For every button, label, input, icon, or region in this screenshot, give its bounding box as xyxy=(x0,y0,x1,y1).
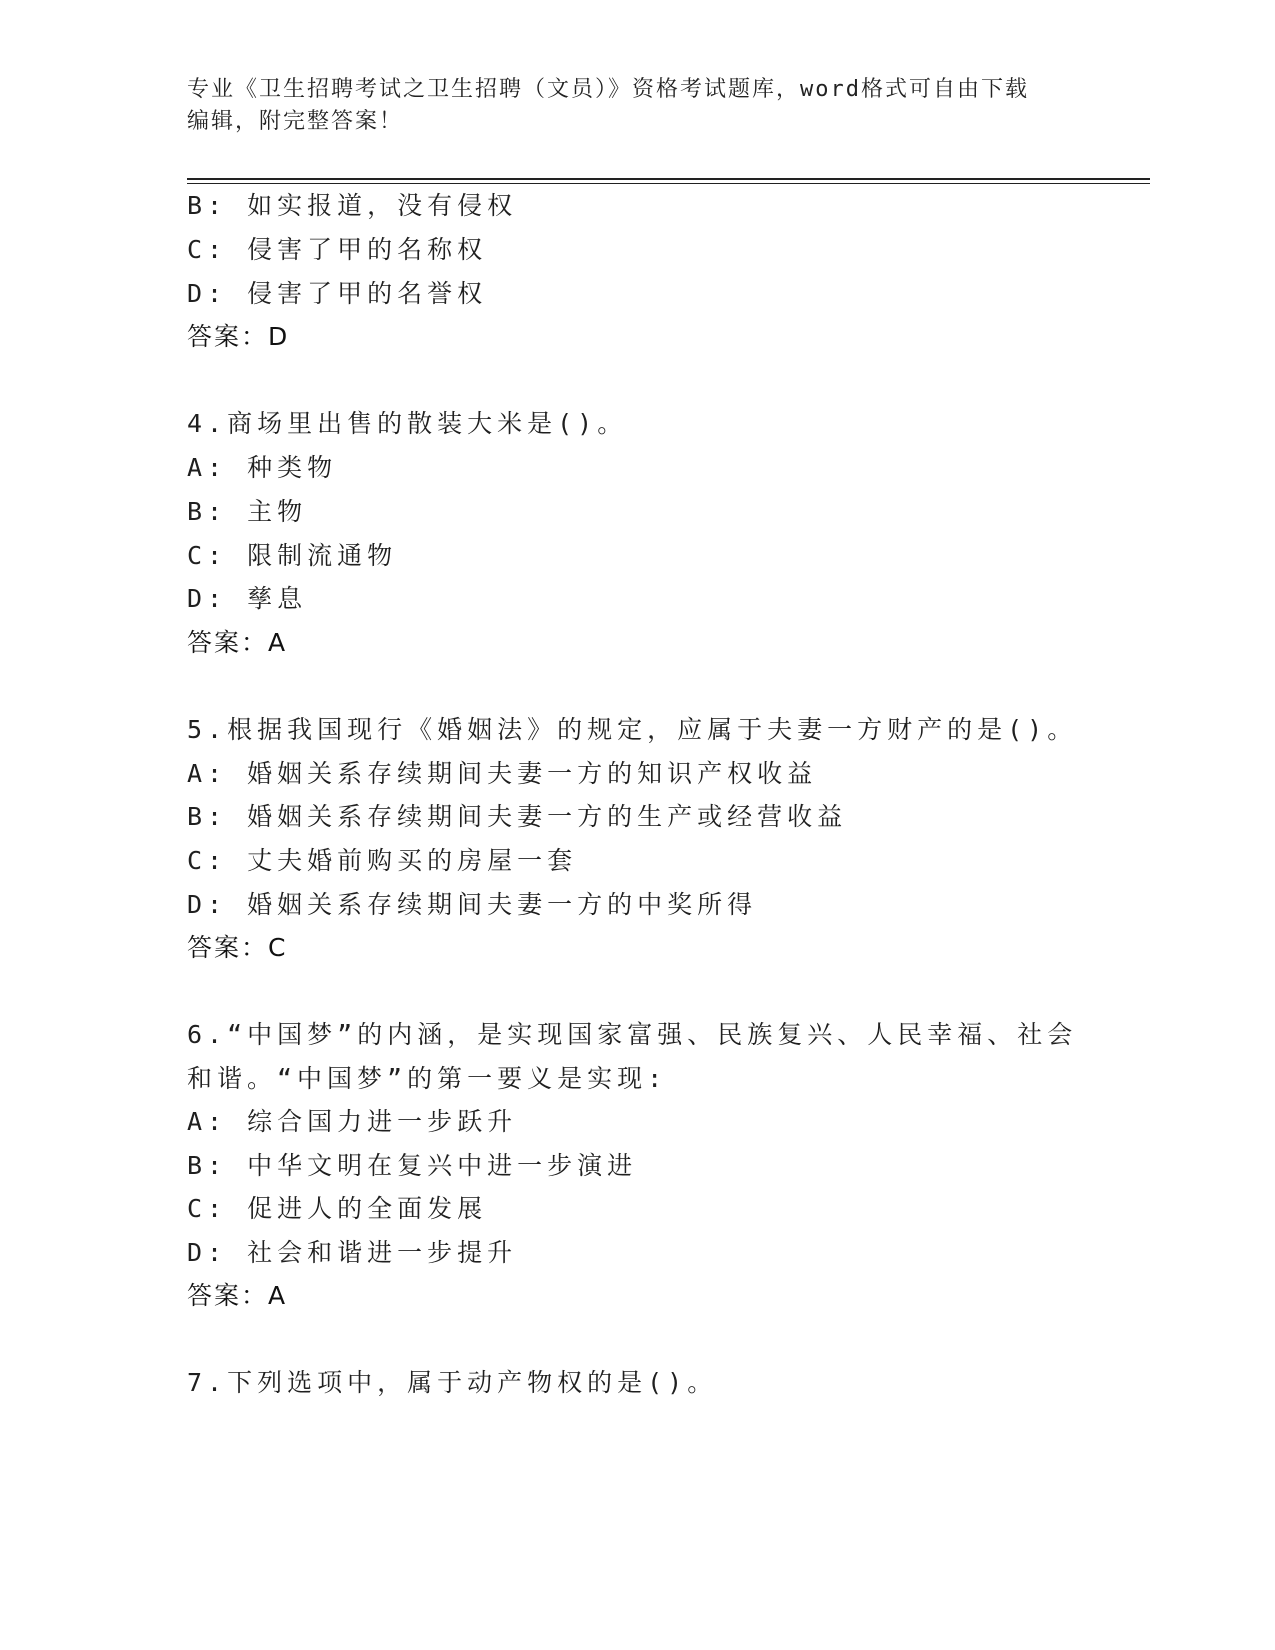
q6-option-c: C: 促进人的全面发展 xyxy=(187,1194,488,1223)
header-divider-thin xyxy=(187,183,1150,184)
q5-question: 5.根据我国现行《婚姻法》的规定，应属于夫妻一方财产的是()。 xyxy=(187,715,1078,744)
q4-answer: 答案：A xyxy=(187,628,288,657)
q5-option-d: D: 婚姻关系存续期间夫妻一方的中奖所得 xyxy=(187,890,758,919)
q6-option-b: B: 中华文明在复兴中进一步演进 xyxy=(187,1151,638,1180)
q6-question-line-1: 6.“中国梦”的内涵，是实现国家富强、民族复兴、人民幸福、社会 xyxy=(187,1020,1078,1049)
q3-answer: 答案：D xyxy=(187,322,290,351)
q5-option-b: B: 婚姻关系存续期间夫妻一方的生产或经营收益 xyxy=(187,802,848,831)
q6-option-d: D: 社会和谐进一步提升 xyxy=(187,1238,518,1267)
header-line-1: 专业《卫生招聘考试之卫生招聘（文员）》资格考试题库，word格式可自由下载 xyxy=(187,77,1029,102)
q7-question: 7.下列选项中，属于动产物权的是()。 xyxy=(187,1368,718,1397)
q5-answer: 答案：C xyxy=(187,933,288,962)
q3-option-d: D: 侵害了甲的名誉权 xyxy=(187,279,488,308)
header-line-2: 编辑，附完整答案！ xyxy=(187,109,404,134)
header-divider-thick xyxy=(187,178,1150,180)
q4-option-a: A: 种类物 xyxy=(187,453,338,482)
q4-option-c: C: 限制流通物 xyxy=(187,541,398,570)
q4-question: 4.商场里出售的散装大米是()。 xyxy=(187,409,628,438)
q3-option-c: C: 侵害了甲的名称权 xyxy=(187,235,488,264)
q6-question-line-2: 和谐。“中国梦”的第一要义是实现: xyxy=(187,1064,668,1093)
q6-option-a: A: 综合国力进一步跃升 xyxy=(187,1107,518,1136)
q4-option-b: B: 主物 xyxy=(187,497,308,526)
q4-option-d: D: 孳息 xyxy=(187,584,308,613)
q5-option-a: A: 婚姻关系存续期间夫妻一方的知识产权收益 xyxy=(187,759,818,788)
q6-answer: 答案：A xyxy=(187,1281,288,1310)
document-header xyxy=(187,74,1067,138)
q3-option-b: B: 如实报道，没有侵权 xyxy=(187,191,518,220)
q5-option-c: C: 丈夫婚前购买的房屋一套 xyxy=(187,846,578,875)
